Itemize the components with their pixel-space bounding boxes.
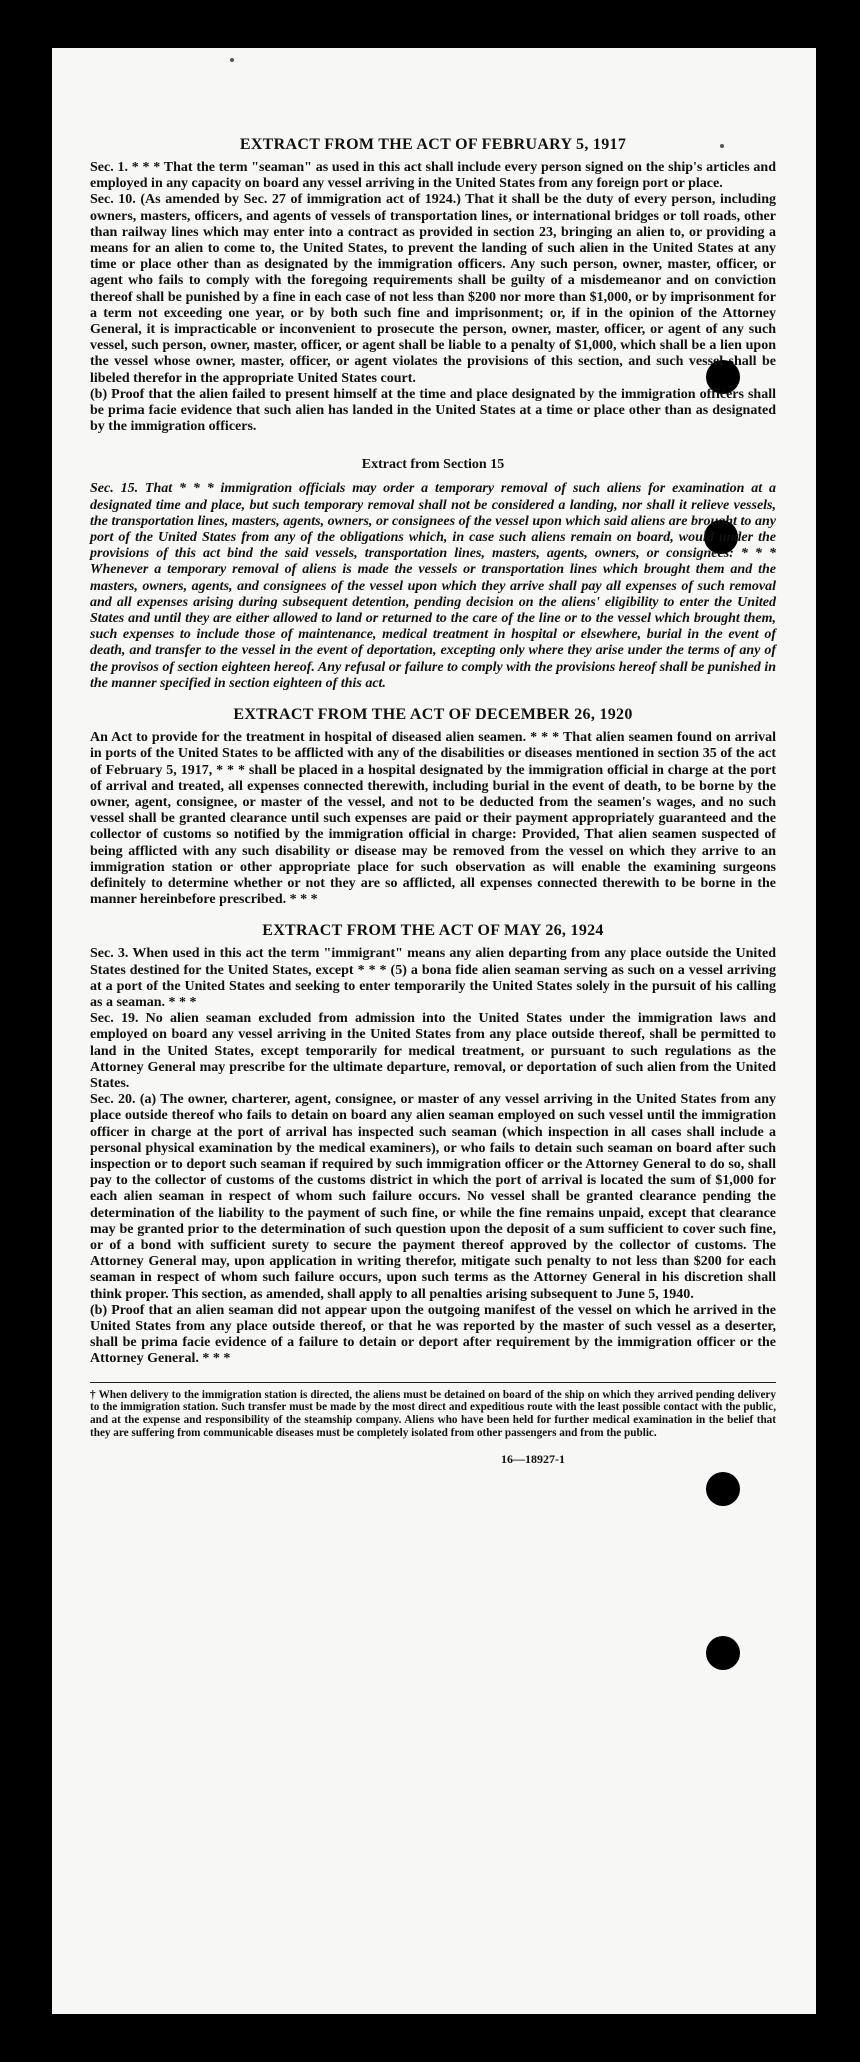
paragraph: (b) Proof that an alien seaman did not appear upon the outgoing manifest of the vessel on which he arrived in the United States from any place outside thereof, or that he was reported by the master of such vessel as a deserter, shall be prima facie evidence of a failure to detain or deport after requirement by the immigration officer or the Attorney General. * * * <box>90 1302 776 1367</box>
section-title: EXTRACT FROM THE ACT OF FEBRUARY 5, 1917 <box>239 136 627 153</box>
form-code: 16—18927-1 <box>501 1451 565 1466</box>
footnote <box>90 1382 776 1440</box>
page-speck <box>230 58 234 62</box>
document-body <box>90 136 776 1467</box>
section-subtitle: Extract from Section 15 <box>361 457 505 473</box>
paragraph: Sec. 3. When used in this act the term "immigrant" means any alien departing from any place outside the United States destined for the United States, except * * * (5) a bona fide alien seaman serving as such on a vessel arriving at a port of the United States and seeking to enter temporarily the United States solely in the pursuit of his calling as a seaman. * * * <box>90 946 776 1010</box>
document-page <box>52 48 816 2014</box>
paragraph: Sec. 10. (As amended by Sec. 27 of immigration act of 1924.) That it shall be the duty of every person, including owners, masters, officers, and agents of vessels of transportation lines, or international bridges or toll roads, other than railway lines which may enter into a contract as provided in section 23, bringing an alien to, or providing a means for an alien to come to, the United States, to prevent the landing of such alien in the United States at any time or place other than as designated by the immigration officers. Any such person, owner, master, officer, or agent who fails to comply with the foregoing requirements shall be guilty of a misdemeanor and on conviction thereof shall be punished by a fine in each case of not less than $200 nor more than $1,000, or by imprisonment for a term not exceeding one year, or by both such fine and imprisonment; or, if in the opinion of the Attorney General, it is impracticable or inconvenient to prosecute the person, owner, master, officer, or agent of any such vessel, such person, owner, master, officer, or agent shall be liable to a penalty of $1,000, which shall be a lien upon the vessel whose owner, master, officer, or agent violates the provisions of this section, and such vessel shall be libeled therefor in the appropriate United States court. <box>90 192 776 386</box>
footnote-text: † When delivery to the immigration station is directed, the aliens must be detained on board of the ship on which they arrived pending delivery to the immigration station. Such transfer must be made by the most direct and expeditious route with the least possible contact with the public, and at the expense and responsibility of the steamship company. Aliens who have been held for further medical examination in the belief that they are suffering from communicable diseases must be completely isolated from other passengers and from the public. <box>90 1388 776 1439</box>
paragraph: Sec. 15. That * * * immigration officials may order a temporary removal of such aliens for examination at a designated time and place, but such temporary removal shall not be considered a landing, nor shall it relieve vessels, the transportation lines, masters, agents, owners, or consignees of the vessel upon which said aliens are brought to any port of the United States from any of the obligations which, in case such aliens remain on board, would under the provisions of this act bind the said vessels, transportation lines, masters, agents, owners, or consignees: * * * Whenever a temporary removal of aliens is made the vessels or transportation lines which brought them and the masters, owners, agents, and consignees of the vessel upon which they arrive shall pay all expenses of such removal and all expenses arising during subsequent detention, pending decision on the aliens' eligibility to enter the United States and until they are either allowed to land or returned to the care of the line or to the vessel which brought them, such expenses to include those of maintenance, medical treatment in hospital or elsewhere, burial in the event of death, and transfer to the vessel in the event of deportation, excepting only where they arise under the terms of any of the provisos of section eighteen hereof. Any refusal or failure to comply with the provisions hereof shall be punished in the manner specified in section eighteen of this act. <box>90 481 776 691</box>
punch-hole <box>706 1636 740 1670</box>
section-title: EXTRACT FROM THE ACT OF DECEMBER 26, 1920 <box>233 706 633 724</box>
paragraph: An Act to provide for the treatment in hospital of diseased alien seamen. * * * That alien seamen found on arrival in ports of the United States to be afflicted with any of the disabilities or diseases mentioned in section 35 of the act of February 5, 1917, * * * shall be placed in a hospital designated by the immigration official in charge at the port of arrival and treated, all expenses connected therewith, including burial in the event of death, to be borne by the owner, agent, consignee, or master of the vessel, and not to be deducted from the seamen's wages, and no such vessel shall be granted clearance until such expenses are paid or their payment appropriately guaranteed and the collector of customs so notified by the immigration official in charge: Provided, That alien seamen suspected of being afflicted with any such disability or disease may be removed from the vessel on which they arrive to an immigration station or other appropriate place for such observation as will enable the examining surgeons definitely to determine whether or not they are so afflicted, all expenses connected therewith to be borne in the manner hereinbefore prescribed. * * * <box>90 730 776 908</box>
section-title: EXTRACT FROM THE ACT OF MAY 26, 1924 <box>262 922 604 940</box>
paragraph: (b) Proof that the alien failed to present himself at the time and place designated by the immigration officers shall be prima facie evidence that such alien has landed in the United States at a time or place other than as designated by the immigration officers. <box>90 386 776 435</box>
punch-hole <box>706 1472 740 1506</box>
paragraph: Sec. 1. * * * That the term "seaman" as used in this act shall include every person signed on the ship's articles and employed in any capacity on board any vessel arriving in the United States from any foreign port or place. <box>90 160 776 192</box>
paragraph: Sec. 20. (a) The owner, charterer, agent, consignee, or master of any vessel arriving in the United States from any place outside thereof who fails to detain on board any alien seaman employed on such vessel until the immigration officer in charge at the port of arrival has inspected such seaman (which inspection in all cases shall include a personal physical examination by the medical examiners), or who fails to detain such seaman on board after such inspection or to deport such seaman if required by such immigration officer or the Attorney General to do so, shall pay to the collector of customs of the customs district in which the port of arrival is located the sum of $1,000 for each alien seaman in respect of whom such failure occurs. No vessel shall be granted clearance pending the determination of the liability to the payment of such fine, or while the fine remains unpaid, except that clearance may be granted prior to the determination of such question upon the deposit of a sum sufficient to cover such fine, or of a bond with sufficient surety to secure the payment thereof approved by the collector of customs. The Attorney General may, upon application in writing therefor, mitigate such penalty to not less than $200 for each seaman in respect of whom such failure occurs, upon such terms as the Attorney General in his discretion shall think proper. This section, as amended, shall apply to all penalties arising subsequent to June 5, 1940. <box>90 1092 776 1302</box>
paragraph: Sec. 19. No alien seaman excluded from admission into the United States under the immigration laws and employed on board any vessel arriving in the United States from any place outside thereof, shall be permitted to land in the United States, except temporarily for medical treatment, or pursuant to such regulations as the Attorney General may prescribe for the ultimate departure, removal, or deportation of such alien from the United States. <box>90 1011 776 1091</box>
